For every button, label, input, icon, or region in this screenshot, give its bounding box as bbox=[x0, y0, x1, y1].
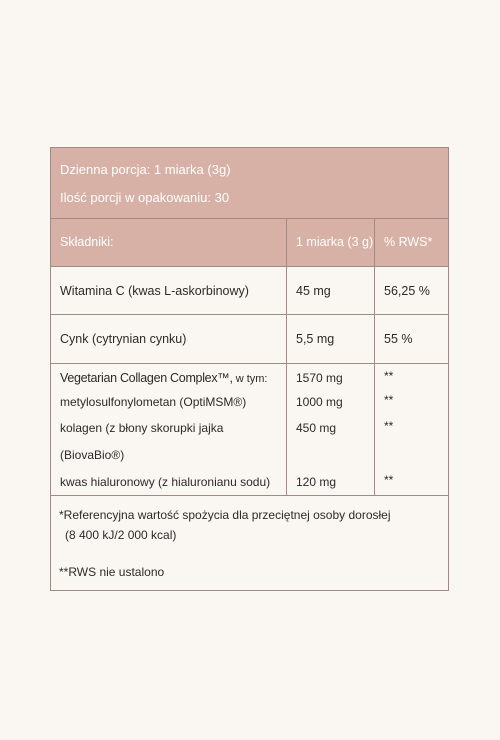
serving-size: Dzienna porcja: 1 miarka (3g) bbox=[60, 162, 231, 177]
rws-column-header: % RWS* bbox=[384, 235, 433, 249]
ingredient-name: Witamina C (kwas L-askorbinowy) bbox=[60, 284, 249, 298]
complex-amount: 1570 mg bbox=[296, 371, 343, 385]
nutrition-table bbox=[50, 147, 449, 591]
ingredient-name: Cynk (cytrynian cynku) bbox=[60, 332, 187, 346]
ingredient-amount: 45 mg bbox=[296, 284, 331, 298]
collagen-complex-row bbox=[51, 364, 448, 496]
footnotes bbox=[51, 496, 448, 592]
table-header-row bbox=[51, 219, 448, 267]
complex-item-name: (BiovaBio®) bbox=[60, 448, 125, 462]
complex-title-suffix: w tym: bbox=[232, 373, 268, 385]
ingredient-column-header: Składniki: bbox=[60, 235, 114, 249]
complex-item-name: metylosulfonylometan (OptiMSM®) bbox=[60, 395, 247, 409]
servings-per-container: Ilość porcji w opakowaniu: 30 bbox=[60, 190, 230, 205]
complex-item-rws: ** bbox=[384, 393, 394, 407]
amount-column-header: 1 miarka (3 g) bbox=[296, 235, 374, 249]
complex-title-line bbox=[60, 371, 268, 385]
complex-item-rws: ** bbox=[384, 473, 394, 487]
reference-intake-note: *Referencyjna wartość spożycia dla przeciętnej osoby dorosłej bbox=[59, 508, 391, 522]
complex-item-name: kwas hialuronowy (z hialuronianu sodu) bbox=[60, 475, 271, 489]
complex-item-amount: 120 mg bbox=[296, 475, 337, 489]
reference-intake-energy: (8 400 kJ/2 000 kcal) bbox=[65, 528, 177, 542]
ingredient-rws: 55 % bbox=[384, 332, 413, 346]
serving-info bbox=[51, 148, 448, 219]
complex-item-name: kolagen (z błony skorupki jajka bbox=[60, 421, 224, 435]
table-row bbox=[51, 315, 448, 364]
ingredient-amount: 5,5 mg bbox=[296, 332, 335, 346]
complex-item-amount: 450 mg bbox=[296, 421, 337, 435]
table-row bbox=[51, 267, 448, 315]
complex-item-rws: ** bbox=[384, 419, 394, 433]
complex-title: Vegetarian Collagen Complex™, bbox=[60, 371, 233, 385]
complex-item-amount: 1000 mg bbox=[296, 395, 343, 409]
complex-rws: ** bbox=[384, 369, 394, 383]
ingredient-rws: 56,25 % bbox=[384, 284, 430, 298]
rws-not-established-note: **RWS nie ustalono bbox=[59, 565, 165, 579]
